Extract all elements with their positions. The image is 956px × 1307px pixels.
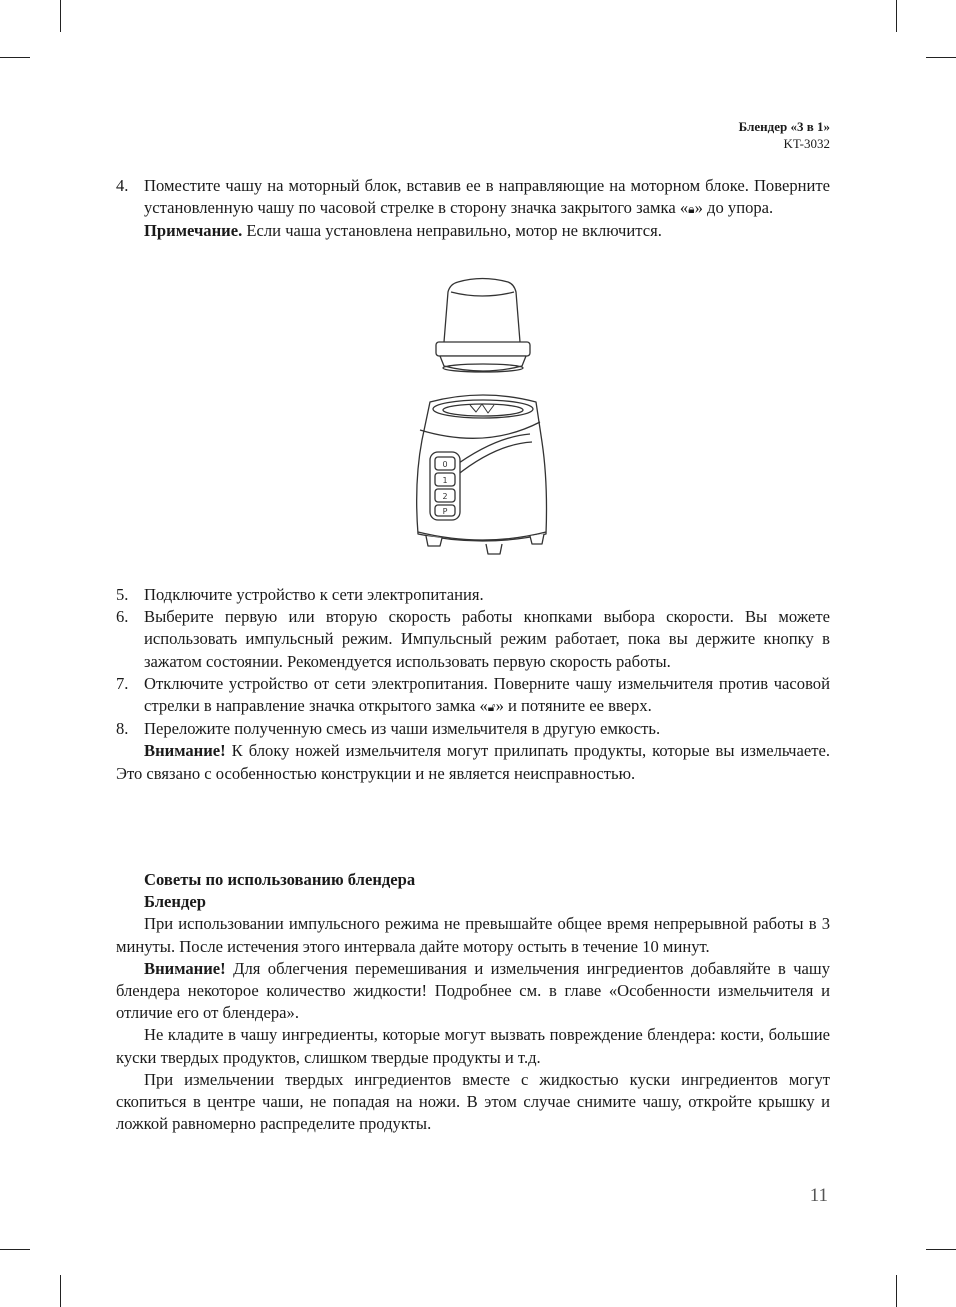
- step-6: [116, 606, 830, 673]
- open-lock-icon: 🔓︎: [487, 700, 496, 715]
- tips-paragraph: При измельчении твердых ингредиентов вместе с жидкостью куски ингредиентов могут скопиться в центре чаши, не попадая на ножи. В этом случае снимите чашу, откройте крышку и ложкой равномерно распределите продукты.: [116, 1069, 830, 1134]
- step-text: Переложите полученную смесь из чаши измельчителя в другую емкость.: [144, 719, 661, 739]
- step-7: [116, 673, 830, 718]
- svg-text:0: 0: [442, 460, 448, 469]
- step-number: 5.: [116, 585, 129, 604]
- steps-block: [116, 584, 830, 785]
- step-number: 7.: [116, 673, 129, 693]
- step-5: [116, 584, 830, 606]
- running-header: [739, 118, 830, 152]
- warning-paragraph: [116, 740, 830, 784]
- step-text: Поместите чашу на моторный блок, вставив ее в направляющие на моторном блоке. Поверните установленную чашу по часовой стрелке в сторону значка закрытого замка «: [144, 176, 830, 218]
- step-text: » до упора.: [694, 198, 774, 218]
- warning-text: Для облегчения перемешивания и измельчения ингредиентов добавляйте в чашу блендера некоторое количество жидкости! Подробнее см. в главе «Особенности измельчителя и отличие его от блендера».: [116, 958, 830, 1023]
- warning-text: К блоку ножей измельчителя могут прилипать продукты, которые вы измельчаете. Это связано с особенностью конструкции и не является неисправностью.: [116, 741, 830, 783]
- note: [116, 220, 830, 242]
- step-8: [116, 718, 830, 740]
- step-text: Отключите устройство от сети электропитания. Поверните чашу измельчителя против часовой стрелки в направление значка открытого замка «: [144, 673, 830, 716]
- blender-illustration: [396, 272, 568, 566]
- step-number: 6.: [116, 607, 129, 627]
- step-text: » и потяните ее вверх.: [495, 696, 652, 716]
- step-number: 4.: [116, 176, 129, 195]
- step-number: 8.: [116, 719, 129, 739]
- crop-mark: [926, 1249, 956, 1250]
- chopper-lid-ring: [436, 342, 530, 356]
- tips-paragraph: При использовании импульсного режима не превышайте общее время непрерывной работы в 3 минуты. После истечения этого интервала дайте мотору остыть в течение 10 минут.: [116, 914, 830, 956]
- crop-mark: [0, 57, 30, 58]
- chopper-bowl: [444, 279, 520, 347]
- step-4-block: [116, 175, 830, 243]
- note-label: Примечание.: [144, 221, 243, 241]
- step-4: [116, 175, 830, 220]
- crop-mark: [926, 57, 956, 58]
- section-title: [116, 869, 830, 891]
- svg-text:1: 1: [442, 476, 448, 485]
- crop-mark: [60, 1275, 61, 1307]
- header-title: Блендер «3 в 1»: [738, 119, 830, 134]
- tips-paragraph: [116, 958, 830, 1025]
- warning-label: Внимание!: [144, 958, 226, 978]
- closed-lock-icon: 🔒︎: [688, 202, 695, 217]
- warning-label: Внимание!: [144, 741, 226, 761]
- crop-mark: [896, 0, 897, 32]
- note-text: Если чаша установлена неправильно, мотор не включится.: [242, 221, 662, 241]
- tips-section: [116, 869, 830, 1135]
- crop-mark: [0, 1249, 30, 1250]
- section-title-text: Советы по использованию блендера: [144, 870, 416, 889]
- tips-paragraph: Не кладите в чашу ингредиенты, которые могут вызвать повреждение блендера: кости, большие куски твердых продуктов, слишком твердые продукты и т.д.: [116, 1025, 830, 1067]
- svg-text:P: P: [442, 507, 448, 516]
- section-subtitle-text: Блендер: [144, 892, 206, 912]
- svg-text:2: 2: [442, 492, 448, 501]
- page-number: 11: [809, 1185, 828, 1206]
- step-text: Выберите первую или вторую скорость работы кнопками выбора скорости. Вы можете использовать импульсный режим. Импульсный режим работает, пока вы держите кнопку в зажатом состоянии. Рекомендуется использовать первую скорость работы.: [144, 607, 830, 671]
- crop-mark: [60, 0, 61, 32]
- step-text: Подключите устройство к сети электропитания.: [144, 585, 484, 604]
- section-subtitle: [116, 891, 830, 913]
- header-model: KT-3032: [783, 136, 830, 151]
- crop-mark: [896, 1275, 897, 1307]
